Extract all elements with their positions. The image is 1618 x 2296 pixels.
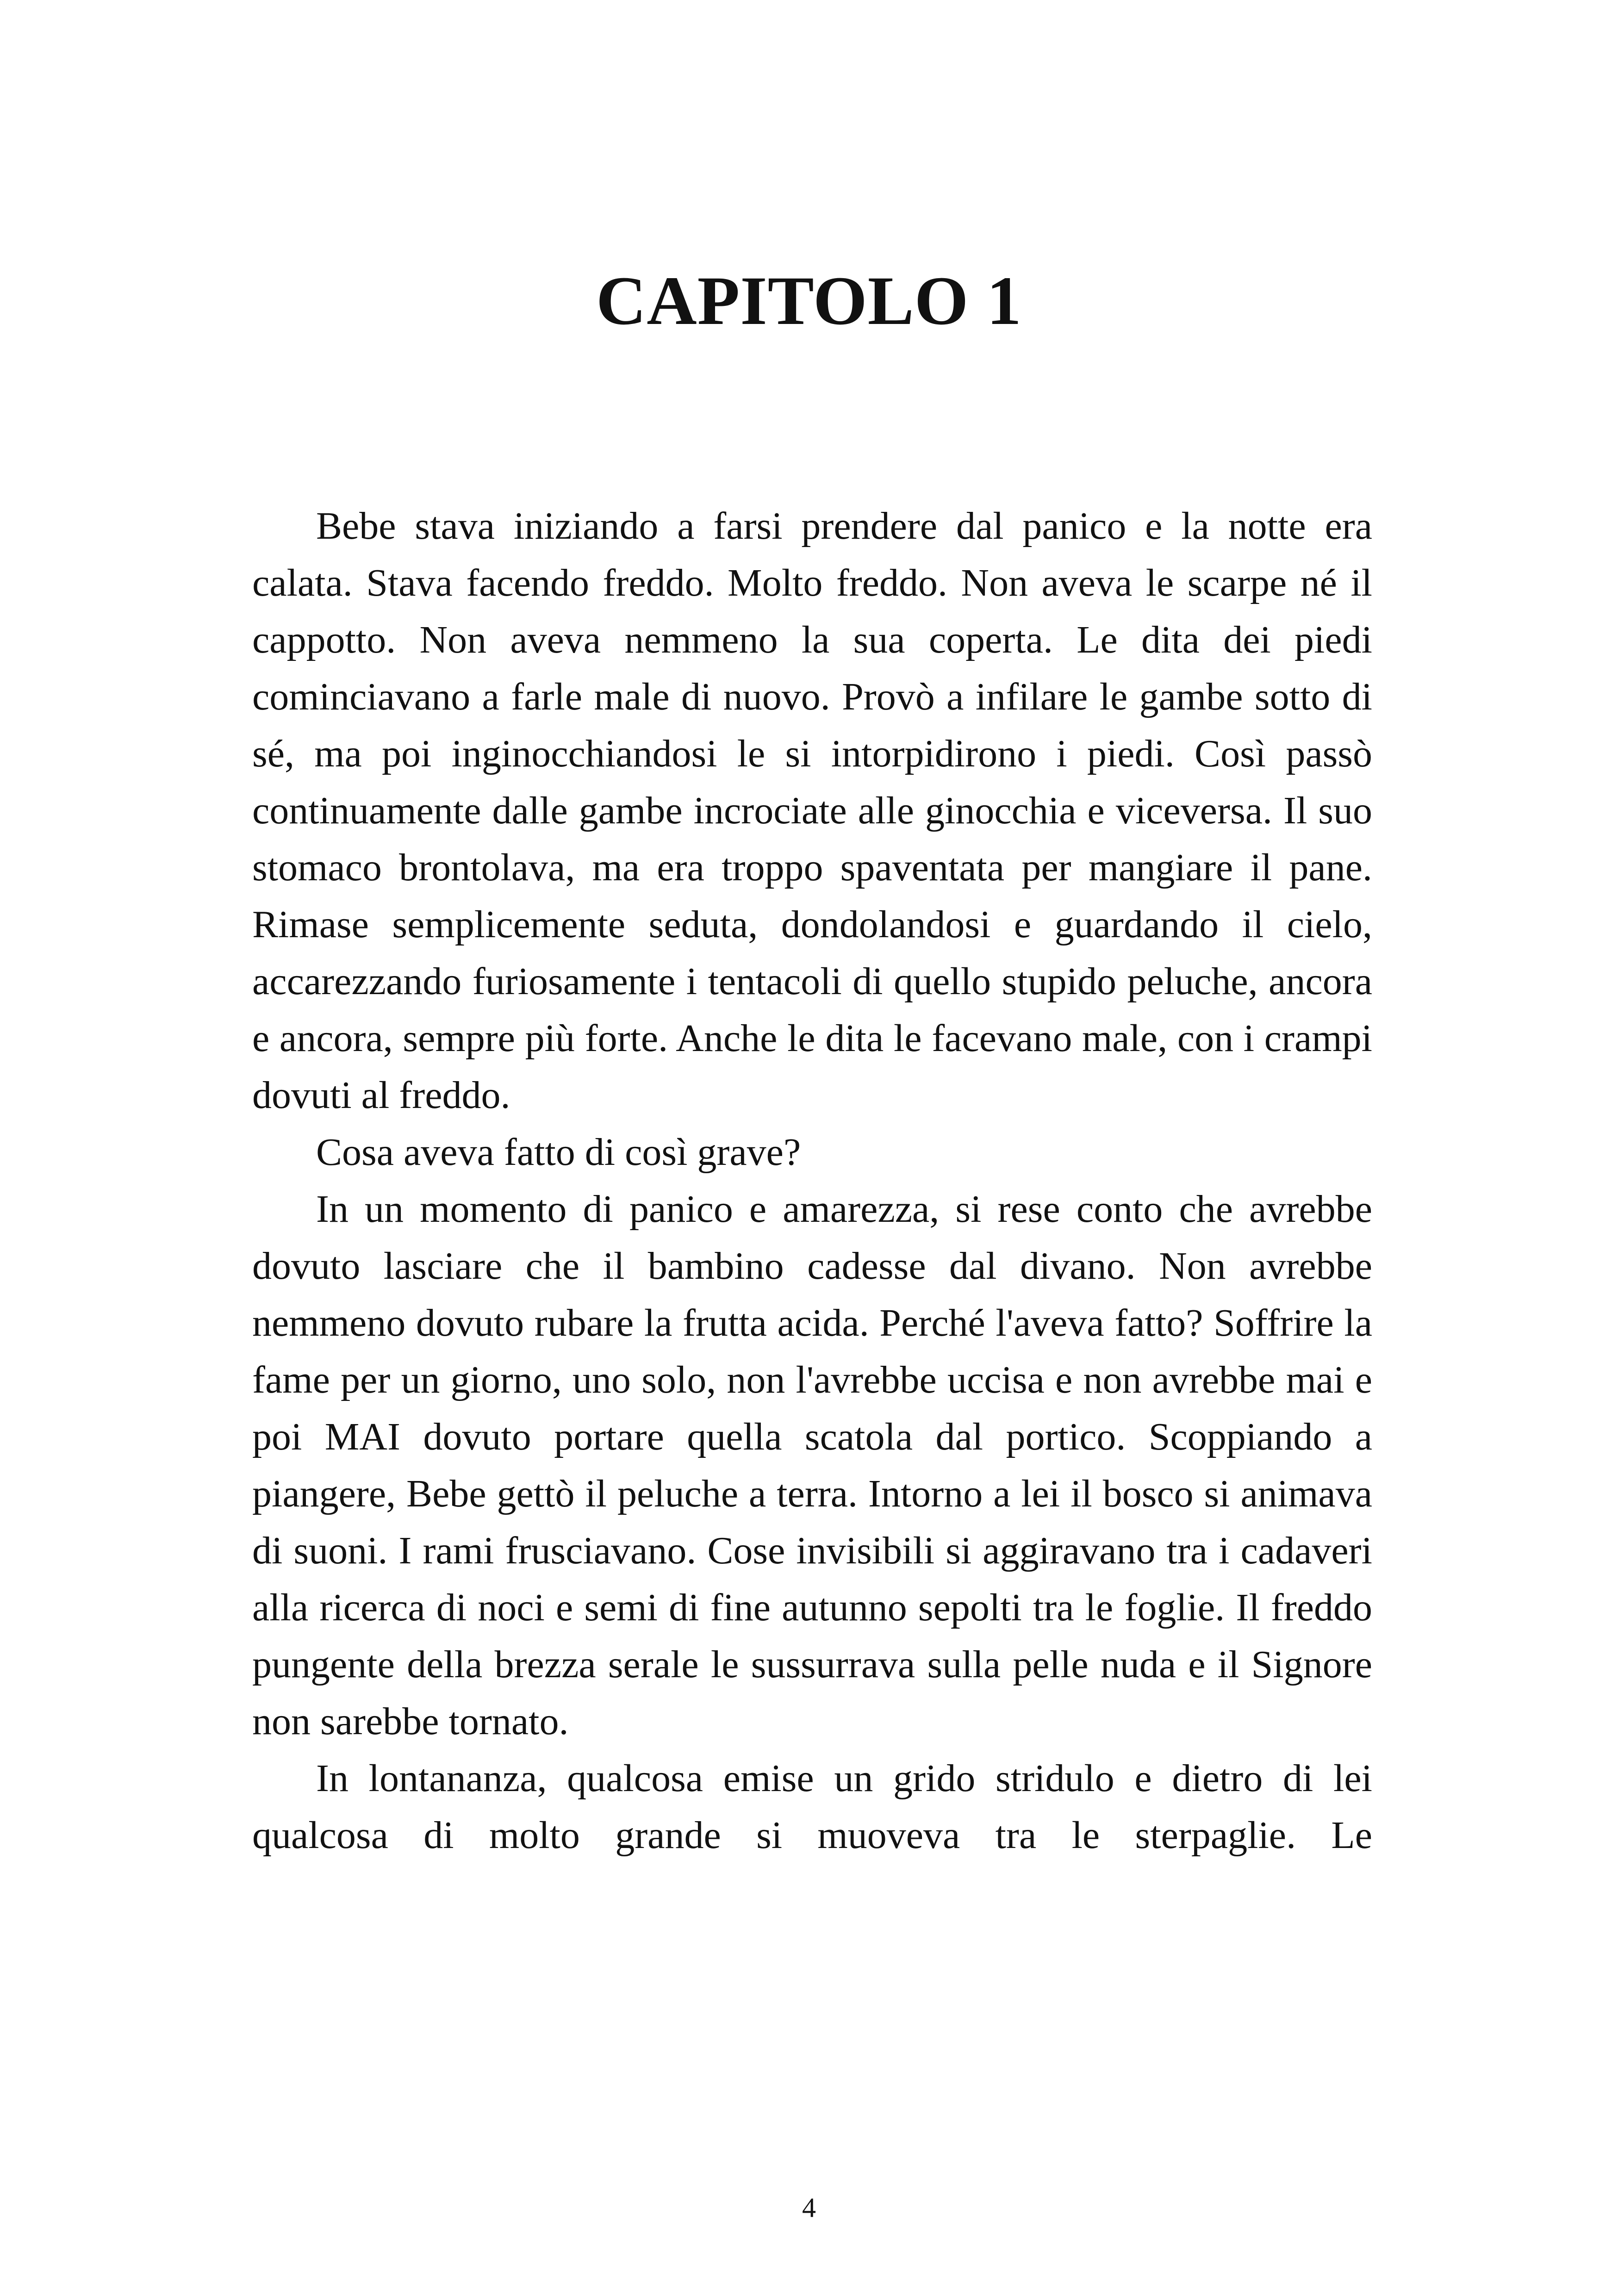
page-number: 4 (802, 2192, 816, 2223)
paragraph: In un momento di panico e amarezza, si rese conto che avrebbe dovuto lasciare che il bambino cadesse dal divano. Non avrebbe nemmeno dovuto rubare la frutta acida. Perché l'aveva fatto? Soffrire la fame per un giorno, uno solo, non l'avrebbe uccisa e non avrebbe mai e poi MAI dovuto portare quella scatola dal portico. Scoppiando a piangere, Bebe gettò il peluche a terra. Intorno a lei il bosco si animava di suoni. I rami frusciavano. Cose invisibili si aggiravano tra i cadaveri alla ricerca di noci e semi di fine autunno sepolti tra le foglie. Il freddo pungente della brezza serale le sussurrava sulla pelle nuda e il Signore non sarebbe tornato. (252, 1188, 1372, 1743)
paragraph: Bebe stava iniziando a farsi prendere dal panico e la notte era calata. Stava facendo freddo. Molto freddo. Non aveva le scarpe né il cappotto. Non aveva nemmeno la sua coperta. Le dita dei piedi cominciavano a farle male di nuovo. Provò a infilare le gambe sotto di sé, ma poi inginocchiandosi le si intorpidirono i piedi. Così passò continuamente dalle gambe incrociate alle ginocchia e viceversa. Il suo stomaco brontolava, ma era troppo spaventata per mangiare il pane. Rimase semplicemente seduta, dondolandosi e guardando il cielo, accarezzando furiosamente i tentacoli di quello stupido peluche, ancora e ancora, sempre più forte. Anche le dita le facevano male, con i crampi dovuti al freddo. (252, 504, 1372, 1117)
paragraph: In lontananza, qualcosa emise un grido stridulo e dietro di lei qualcosa di molto grande si muoveva tra le sterpaglie. Le (252, 1757, 1372, 1857)
chapter-title: CAPITOLO 1 (596, 262, 1022, 339)
paragraph: Cosa aveva fatto di così grave? (316, 1131, 801, 1174)
chapter-body (252, 498, 1372, 1864)
